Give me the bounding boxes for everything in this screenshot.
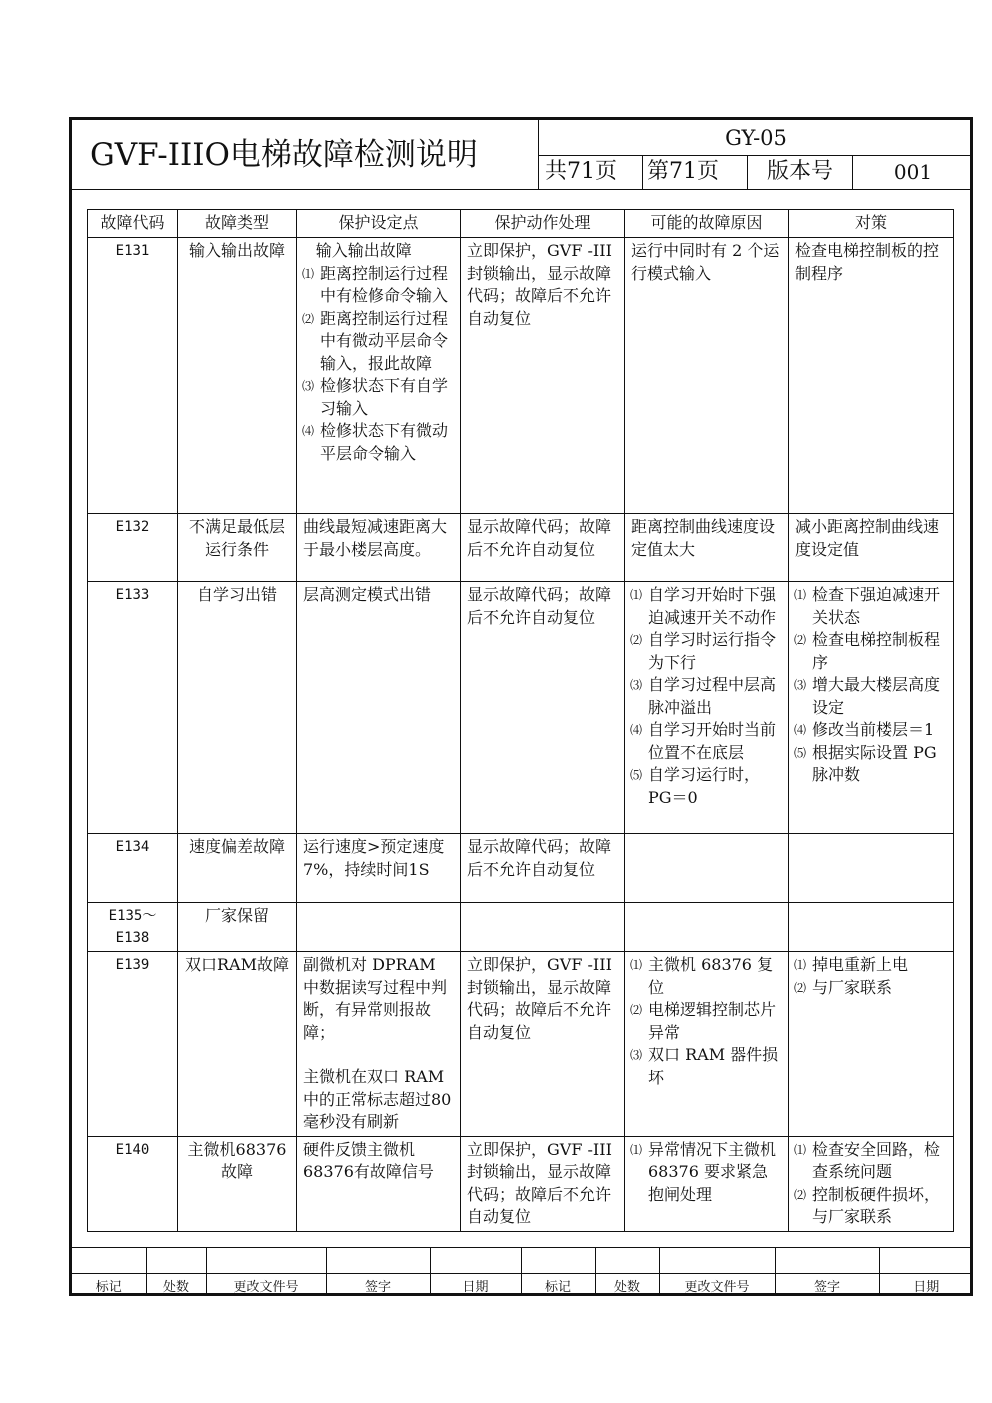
list-item: ⑴ 检查下强迫减速开关状态 — [794, 585, 941, 627]
protection-action: 立即保护，GVF -III封锁输出，显示故障代码；故障后不允许自动复位 — [461, 1136, 625, 1231]
fault-code: E134 — [88, 834, 178, 903]
column-header: 对策 — [789, 210, 954, 238]
fault-type: 主微机68376故障 — [178, 1136, 297, 1231]
fault-type: 自学习出错 — [178, 582, 297, 834]
list-item: ⑴ 异常情况下主微机 68376 要求紧急抱闸处理 — [630, 1139, 777, 1204]
table-row — [88, 1136, 954, 1231]
protection-setpoint: 曲线最短减速距离大于最小楼层高度。 — [297, 514, 461, 582]
protection-setpoint — [297, 952, 461, 1137]
possible-cause — [625, 903, 789, 952]
protection-action: 显示故障代码；故障后不允许自动复位 — [461, 514, 625, 582]
list-item: ⑴ 距离控制运行过程中有检修命令输入 — [302, 263, 449, 305]
countermeasure — [789, 903, 954, 952]
solution-list — [795, 954, 947, 999]
countermeasure — [789, 952, 954, 1137]
protection-action: 显示故障代码；故障后不允许自动复位 — [461, 582, 625, 834]
possible-cause — [625, 834, 789, 903]
table-row — [88, 834, 954, 903]
possible-cause — [625, 952, 789, 1137]
fault-table — [87, 209, 954, 1232]
document-title: GVF-IIIO电梯故障检测说明 — [72, 120, 539, 190]
column-header: 故障代码 — [88, 210, 178, 238]
revision-row-blank — [72, 1248, 973, 1274]
possible-cause — [625, 1136, 789, 1231]
protection-setpoint — [297, 238, 461, 514]
fault-code: E131 — [88, 238, 178, 514]
list-item: ⑶ 增大最大楼层高度设定 — [794, 675, 941, 717]
protection-setpoint: 硬件反馈主微机68376有故障信号 — [297, 1136, 461, 1231]
total-pages: 共71页 — [539, 156, 643, 190]
cause-list — [631, 954, 782, 1089]
list-item: ⑵ 自学习时运行指令为下行 — [630, 630, 777, 672]
setpoint-lead: 输入输出故障 — [315, 241, 412, 260]
revision-label: 签字 — [326, 1274, 430, 1297]
solution-list — [795, 1139, 947, 1229]
protection-setpoint: 层高测定模式出错 — [297, 582, 461, 834]
table-row — [88, 514, 954, 582]
table-row — [88, 238, 954, 514]
column-header: 故障类型 — [178, 210, 297, 238]
revision-table — [72, 1247, 973, 1296]
revision-label: 更改文件号 — [659, 1274, 775, 1297]
list-item: ⑸ 根据实际设置 PG 脉冲数 — [794, 742, 937, 784]
list-item: ⑵ 检查电梯控制板程序 — [794, 630, 941, 672]
list-item: ⑵ 电梯逻辑控制芯片异常 — [630, 1000, 777, 1042]
column-header: 可能的故障原因 — [625, 210, 789, 238]
table-row — [88, 952, 954, 1137]
fault-type: 不满足最低层运行条件 — [178, 514, 297, 582]
fault-code: E139 — [88, 952, 178, 1137]
spacer — [303, 1044, 454, 1066]
column-header: 保护动作处理 — [461, 210, 625, 238]
list-item: ⑴ 掉电重新上电 — [794, 955, 909, 974]
setpoint-list — [303, 263, 454, 466]
countermeasure: 检查电梯控制板的控制程序 — [789, 238, 954, 514]
version-label: 版本号 — [748, 156, 853, 190]
document-frame — [69, 117, 973, 1296]
cause-list — [631, 584, 782, 809]
list-item: ⑷ 自学习开始时当前位置不在底层 — [630, 720, 777, 762]
setpoint-part-b: 主微机在双口 RAM 中的正常标志超过80毫秒没有刷新 — [303, 1067, 452, 1131]
possible-cause: 距离控制曲线速度设定值太大 — [625, 514, 789, 582]
revision-label: 日期 — [430, 1274, 521, 1297]
list-item: ⑷ 修改当前楼层＝1 — [794, 720, 935, 739]
list-item: ⑴ 自学习开始时下强迫减速开关不动作 — [630, 585, 777, 627]
solution-list — [795, 584, 947, 787]
setpoint-part-a: 副微机对 DPRAM 中数据读写过程中判断，有异常则报故障； — [303, 955, 448, 1042]
revision-label: 处数 — [595, 1274, 659, 1297]
list-item: ⑴ 检查安全回路，检查系统问题 — [794, 1139, 941, 1181]
page-number: 第71页 — [643, 156, 748, 190]
table-row — [88, 903, 954, 952]
column-header: 保护设定点 — [297, 210, 461, 238]
revision-row-labels — [72, 1274, 973, 1297]
table-row — [88, 582, 954, 834]
possible-cause: 运行中同时有 2 个运行模式输入 — [625, 238, 789, 514]
fault-code: E133 — [88, 582, 178, 834]
version-value: 001 — [853, 156, 973, 190]
fault-code: E140 — [88, 1136, 178, 1231]
revision-label: 更改文件号 — [206, 1274, 326, 1297]
list-item: ⑴ 主微机 68376 复位 — [630, 955, 774, 997]
revision-label: 标记 — [521, 1274, 595, 1297]
revision-label: 处数 — [146, 1274, 206, 1297]
cause-list — [631, 1139, 782, 1207]
list-item: ⑷ 检修状态下有微动平层命令输入 — [302, 421, 449, 463]
countermeasure — [789, 834, 954, 903]
fault-type: 双口RAM故障 — [178, 952, 297, 1137]
protection-action: 立即保护，GVF -III封锁输出，显示故障代码；故障后不允许自动复位 — [461, 952, 625, 1137]
table-header-row — [88, 210, 954, 238]
protection-setpoint: 运行速度>预定速度7%，持续时间1S — [297, 834, 461, 903]
revision-label: 标记 — [72, 1274, 146, 1297]
fault-type: 输入输出故障 — [178, 238, 297, 514]
countermeasure — [789, 582, 954, 834]
possible-cause — [625, 582, 789, 834]
protection-action: 立即保护，GVF -III封锁输出，显示故障代码；故障后不允许自动复位 — [461, 238, 625, 514]
list-item: ⑶ 双口 RAM 器件损坏 — [630, 1045, 779, 1087]
countermeasure — [789, 1136, 954, 1231]
revision-label: 签字 — [775, 1274, 879, 1297]
list-item: ⑵ 距离控制运行过程中有微动平层命令输入，报此故障 — [302, 308, 449, 373]
fault-type: 厂家保留 — [178, 903, 297, 952]
list-item: ⑵ 与厂家联系 — [794, 977, 893, 997]
list-item: ⑸ 自学习运行时，PG＝0 — [630, 765, 761, 807]
fault-type: 速度偏差故障 — [178, 834, 297, 903]
protection-setpoint — [297, 903, 461, 952]
revision-label: 日期 — [879, 1274, 973, 1297]
fault-code: E135～E138 — [88, 903, 178, 952]
document-code: GY-05 — [539, 120, 973, 156]
list-item: ⑶ 自学习过程中层高脉冲溢出 — [630, 675, 777, 717]
protection-action: 显示故障代码；故障后不允许自动复位 — [461, 834, 625, 903]
protection-action — [461, 903, 625, 952]
countermeasure: 减小距离控制曲线速度设定值 — [789, 514, 954, 582]
list-item: ⑵ 控制板硬件损坏，与厂家联系 — [794, 1184, 941, 1226]
fault-code: E132 — [88, 514, 178, 582]
list-item: ⑶ 检修状态下有自学习输入 — [302, 376, 449, 418]
